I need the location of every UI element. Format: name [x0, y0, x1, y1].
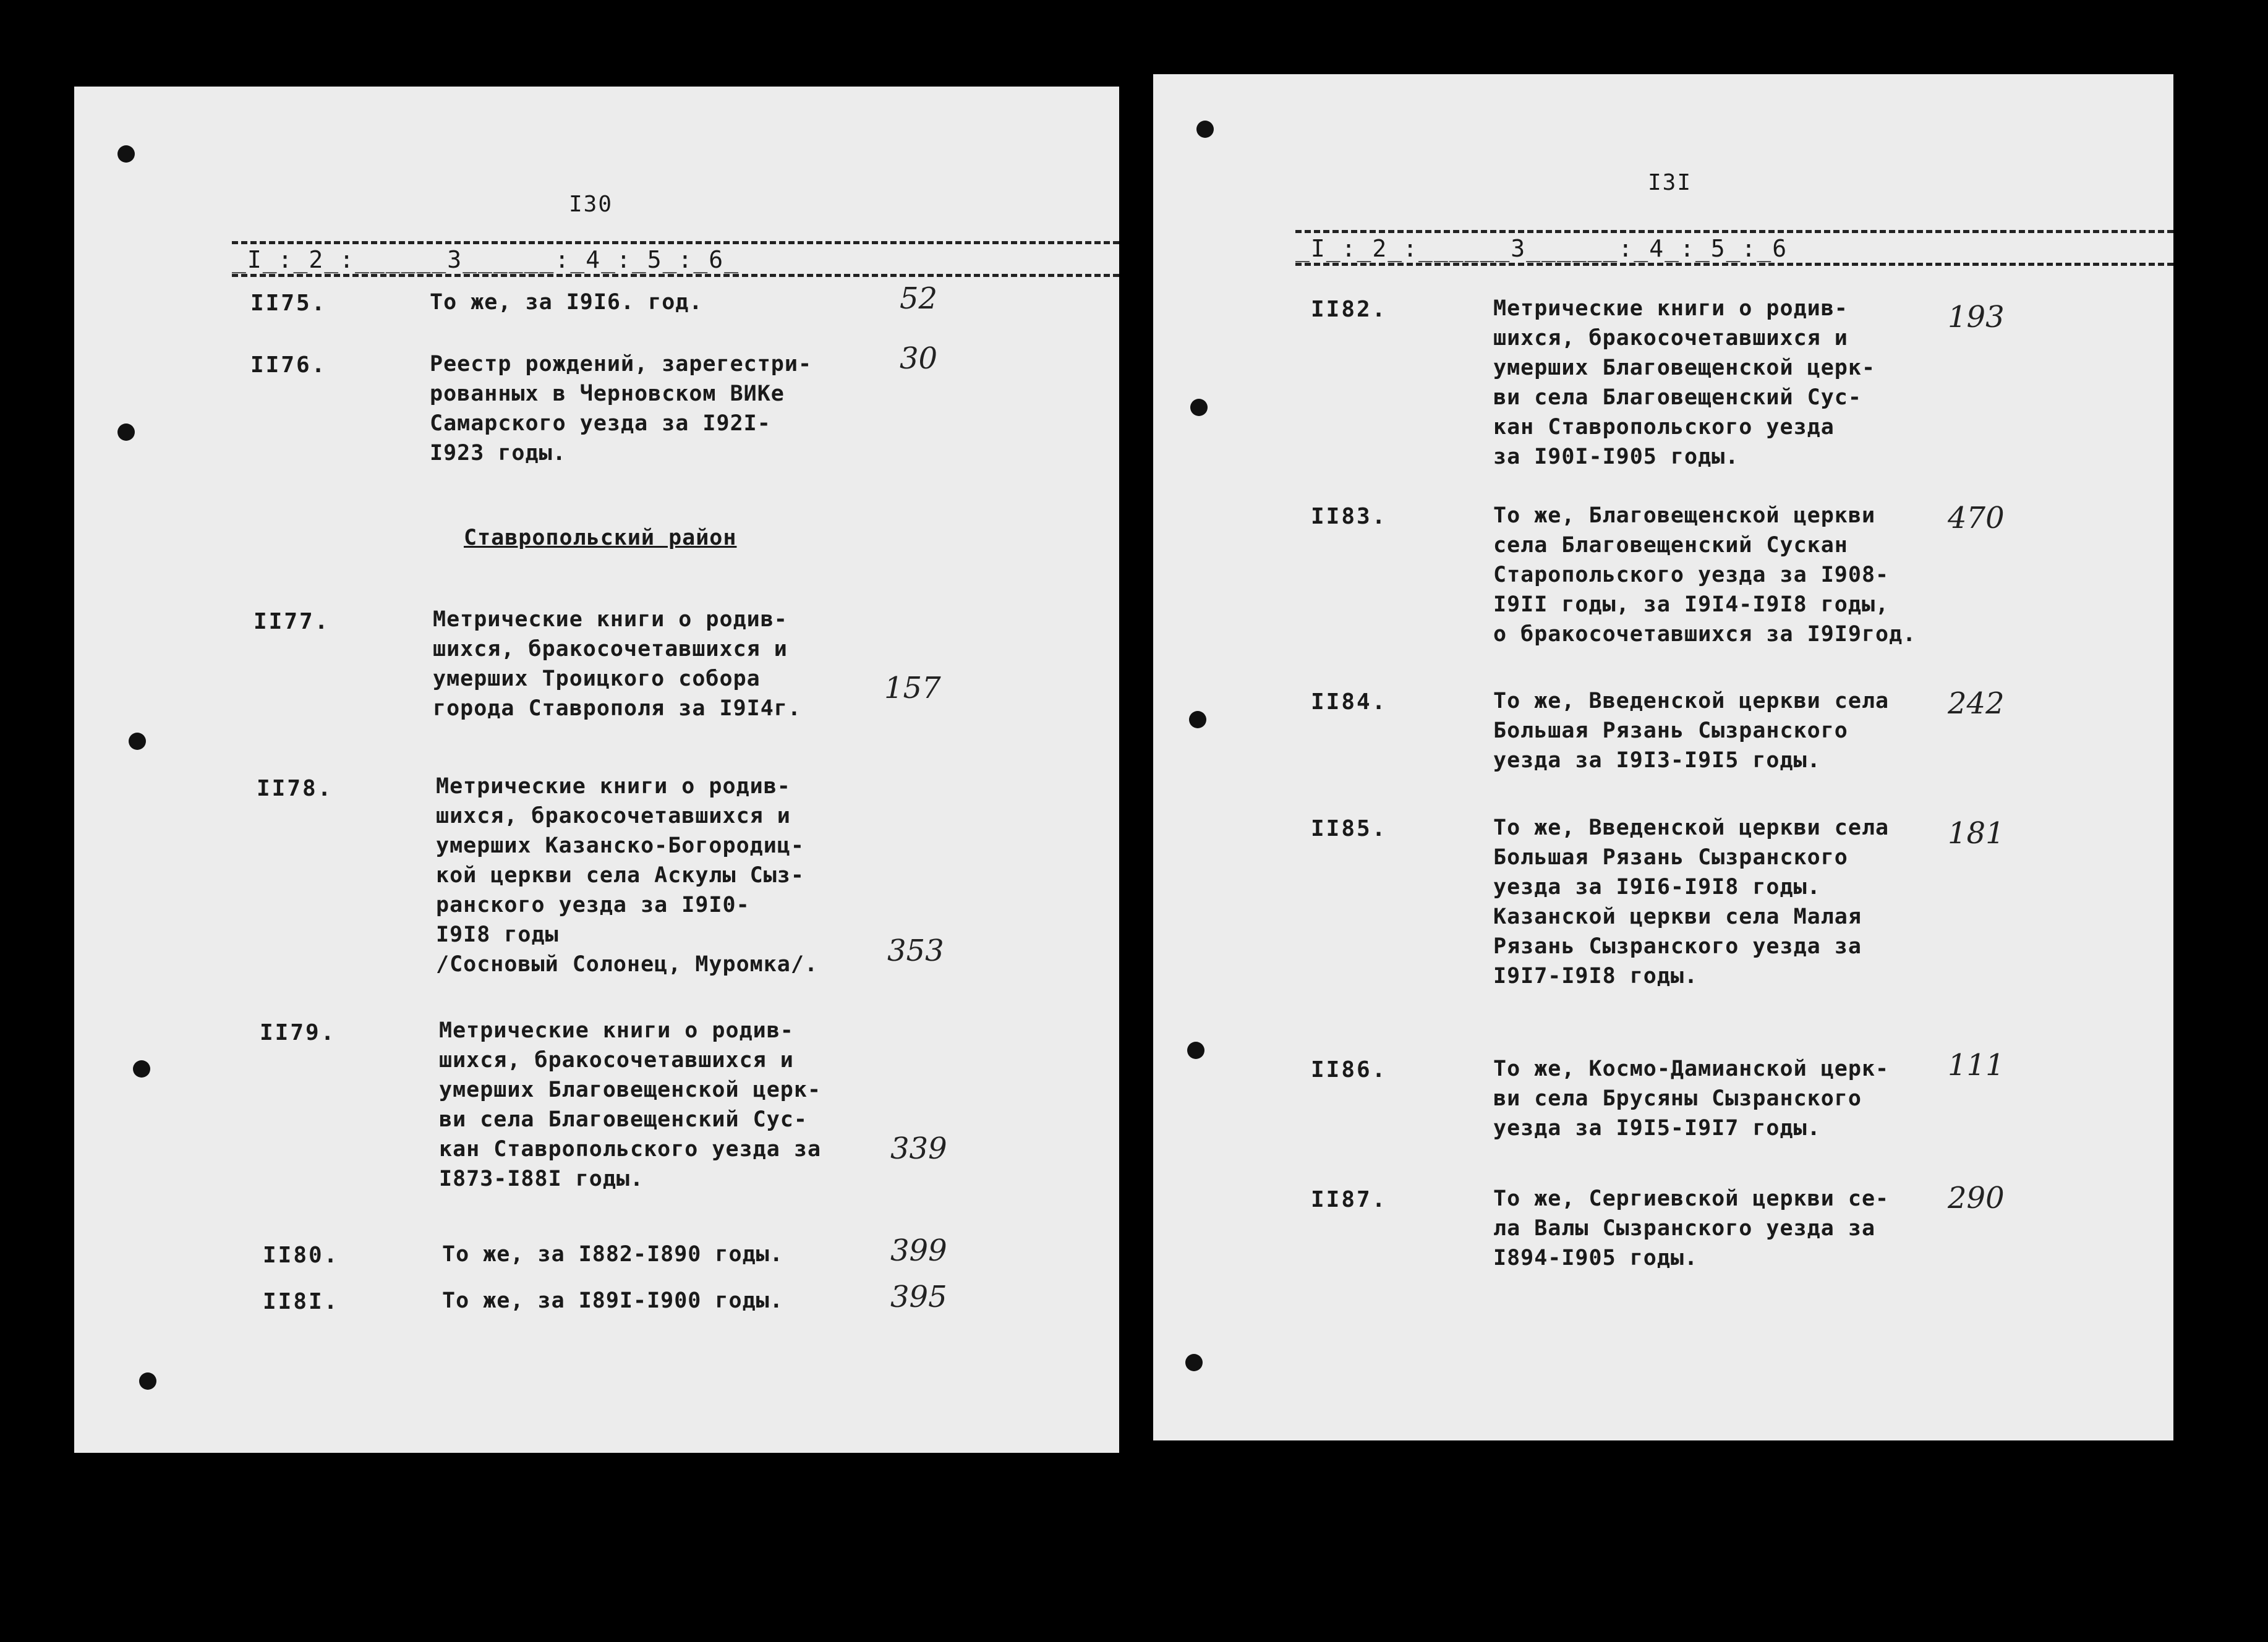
entry-number: II84.	[1311, 689, 1388, 715]
entry-description: То же, Сергиевской церкви се- ла Валы Сызранского уезда за I894-I905 годы.	[1493, 1186, 1890, 1270]
entry-count: 157	[884, 671, 941, 705]
entry-description: Метрические книги о родив- шихся, бракосочетавшихся и умерших Благовещенской церк- ви села Благовещенский Сус- кан Ставропольского уезда за I90I-I905 годы.	[1493, 296, 1876, 469]
entry-description: То же, Космо-Дамианской церк- ви села Брусяны Сызранского уезда за I9I5-I9I7 годы.	[1493, 1057, 1890, 1141]
entry-number: II83.	[1311, 504, 1388, 529]
binding-hole	[117, 145, 135, 163]
entry-count: 395	[890, 1280, 947, 1314]
binding-hole	[1190, 399, 1208, 416]
binding-hole	[1185, 1354, 1203, 1371]
entry-number: II78.	[257, 776, 333, 801]
entry-number: II75.	[250, 291, 327, 316]
table-rule	[1295, 263, 2173, 266]
entry-number: II87.	[1311, 1187, 1388, 1212]
entry-number: II86.	[1311, 1057, 1388, 1083]
entry-description: Реестр рождений, зарегестри- рованных в Черновском ВИКе Самарского уезда за I92I- I923 годы.	[430, 352, 812, 466]
binding-hole	[133, 1060, 150, 1078]
table-rule	[1295, 230, 2173, 233]
entry-count: 399	[890, 1233, 947, 1268]
entry-count: 242	[1948, 686, 2005, 721]
binding-hole	[139, 1372, 156, 1390]
entry-count: 339	[890, 1131, 947, 1166]
page-number: I30	[569, 192, 613, 217]
entry-count: 181	[1948, 816, 2005, 851]
binding-hole	[1187, 1042, 1204, 1059]
binding-hole	[129, 733, 146, 750]
entry-number: II77.	[254, 609, 330, 634]
entry-count: 290	[1948, 1181, 2005, 1215]
entry-count: 111	[1948, 1048, 2005, 1083]
entry-number: II85.	[1311, 816, 1388, 841]
entry-count: 193	[1948, 300, 2005, 334]
section-title: Ставропольский район	[464, 525, 737, 550]
entry-description: То же, за I882-I890 годы.	[442, 1242, 783, 1267]
entry-number: II76.	[250, 352, 327, 378]
binding-hole	[1196, 121, 1214, 138]
left-page	[74, 87, 1119, 1453]
entry-count: 30	[900, 341, 938, 376]
entry-count: 52	[900, 281, 938, 316]
entry-description: То же, за I89I-I900 годы.	[442, 1288, 783, 1313]
entry-number: II8I.	[263, 1289, 339, 1314]
entry-description: Метрические книги о родив- шихся, бракосочетавшихся и умерших Благовещенской церк- ви села Благовещенский Сус- кан Ставропольского уезда за I873-I88I годы.	[439, 1018, 822, 1191]
entry-count: 470	[1948, 501, 2005, 535]
binding-hole	[117, 423, 135, 441]
entry-description: То же, Введенской церкви села Большая Рязань Сызранского уезда за I9I6-I9I8 годы. Казанской церкви села Малая Рязань Сызранского уезда за I9I7-I9I8 годы.	[1493, 815, 1890, 989]
right-page	[1153, 74, 2173, 1440]
entry-description: Метрические книги о родив- шихся, бракосочетавшихся и умерших Троицкого собора города Ставрополя за I9I4г.	[433, 607, 801, 721]
entry-description: То же, Благовещенской церкви села Благовещенский Сускан Старопольского уезда за I908- I9II годы, за I9I4-I9I8 годы, о бракосочетавшихся за I9I9год.	[1493, 503, 1917, 647]
column-header: _I_:_2_:______3______:_4_:_5_:_6_	[232, 246, 740, 273]
table-rule	[232, 241, 1119, 244]
entry-number: II79.	[260, 1020, 336, 1045]
entry-count: 353	[887, 934, 944, 968]
entry-number: II82.	[1311, 297, 1388, 322]
entry-description: Метрические книги о родив- шихся, бракосочетавшихся и умерших Казанско-Богородиц- кой церкви села Аскулы Сыз- ранского уезда за I9I0- I9I8 годы /Сосновый Солонец, Муромка/.	[436, 774, 819, 977]
entry-description: То же, за I9I6. год.	[430, 290, 703, 315]
page-number: I3I	[1648, 170, 1692, 195]
column-header: _I_:_2_:______3______:_4_:_5_:_6	[1295, 235, 1788, 262]
table-rule	[232, 274, 1119, 277]
entry-number: II80.	[263, 1243, 339, 1268]
binding-hole	[1189, 711, 1206, 728]
entry-description: То же, Введенской церкви села Большая Рязань Сызранского уезда за I9I3-I9I5 годы.	[1493, 689, 1890, 773]
